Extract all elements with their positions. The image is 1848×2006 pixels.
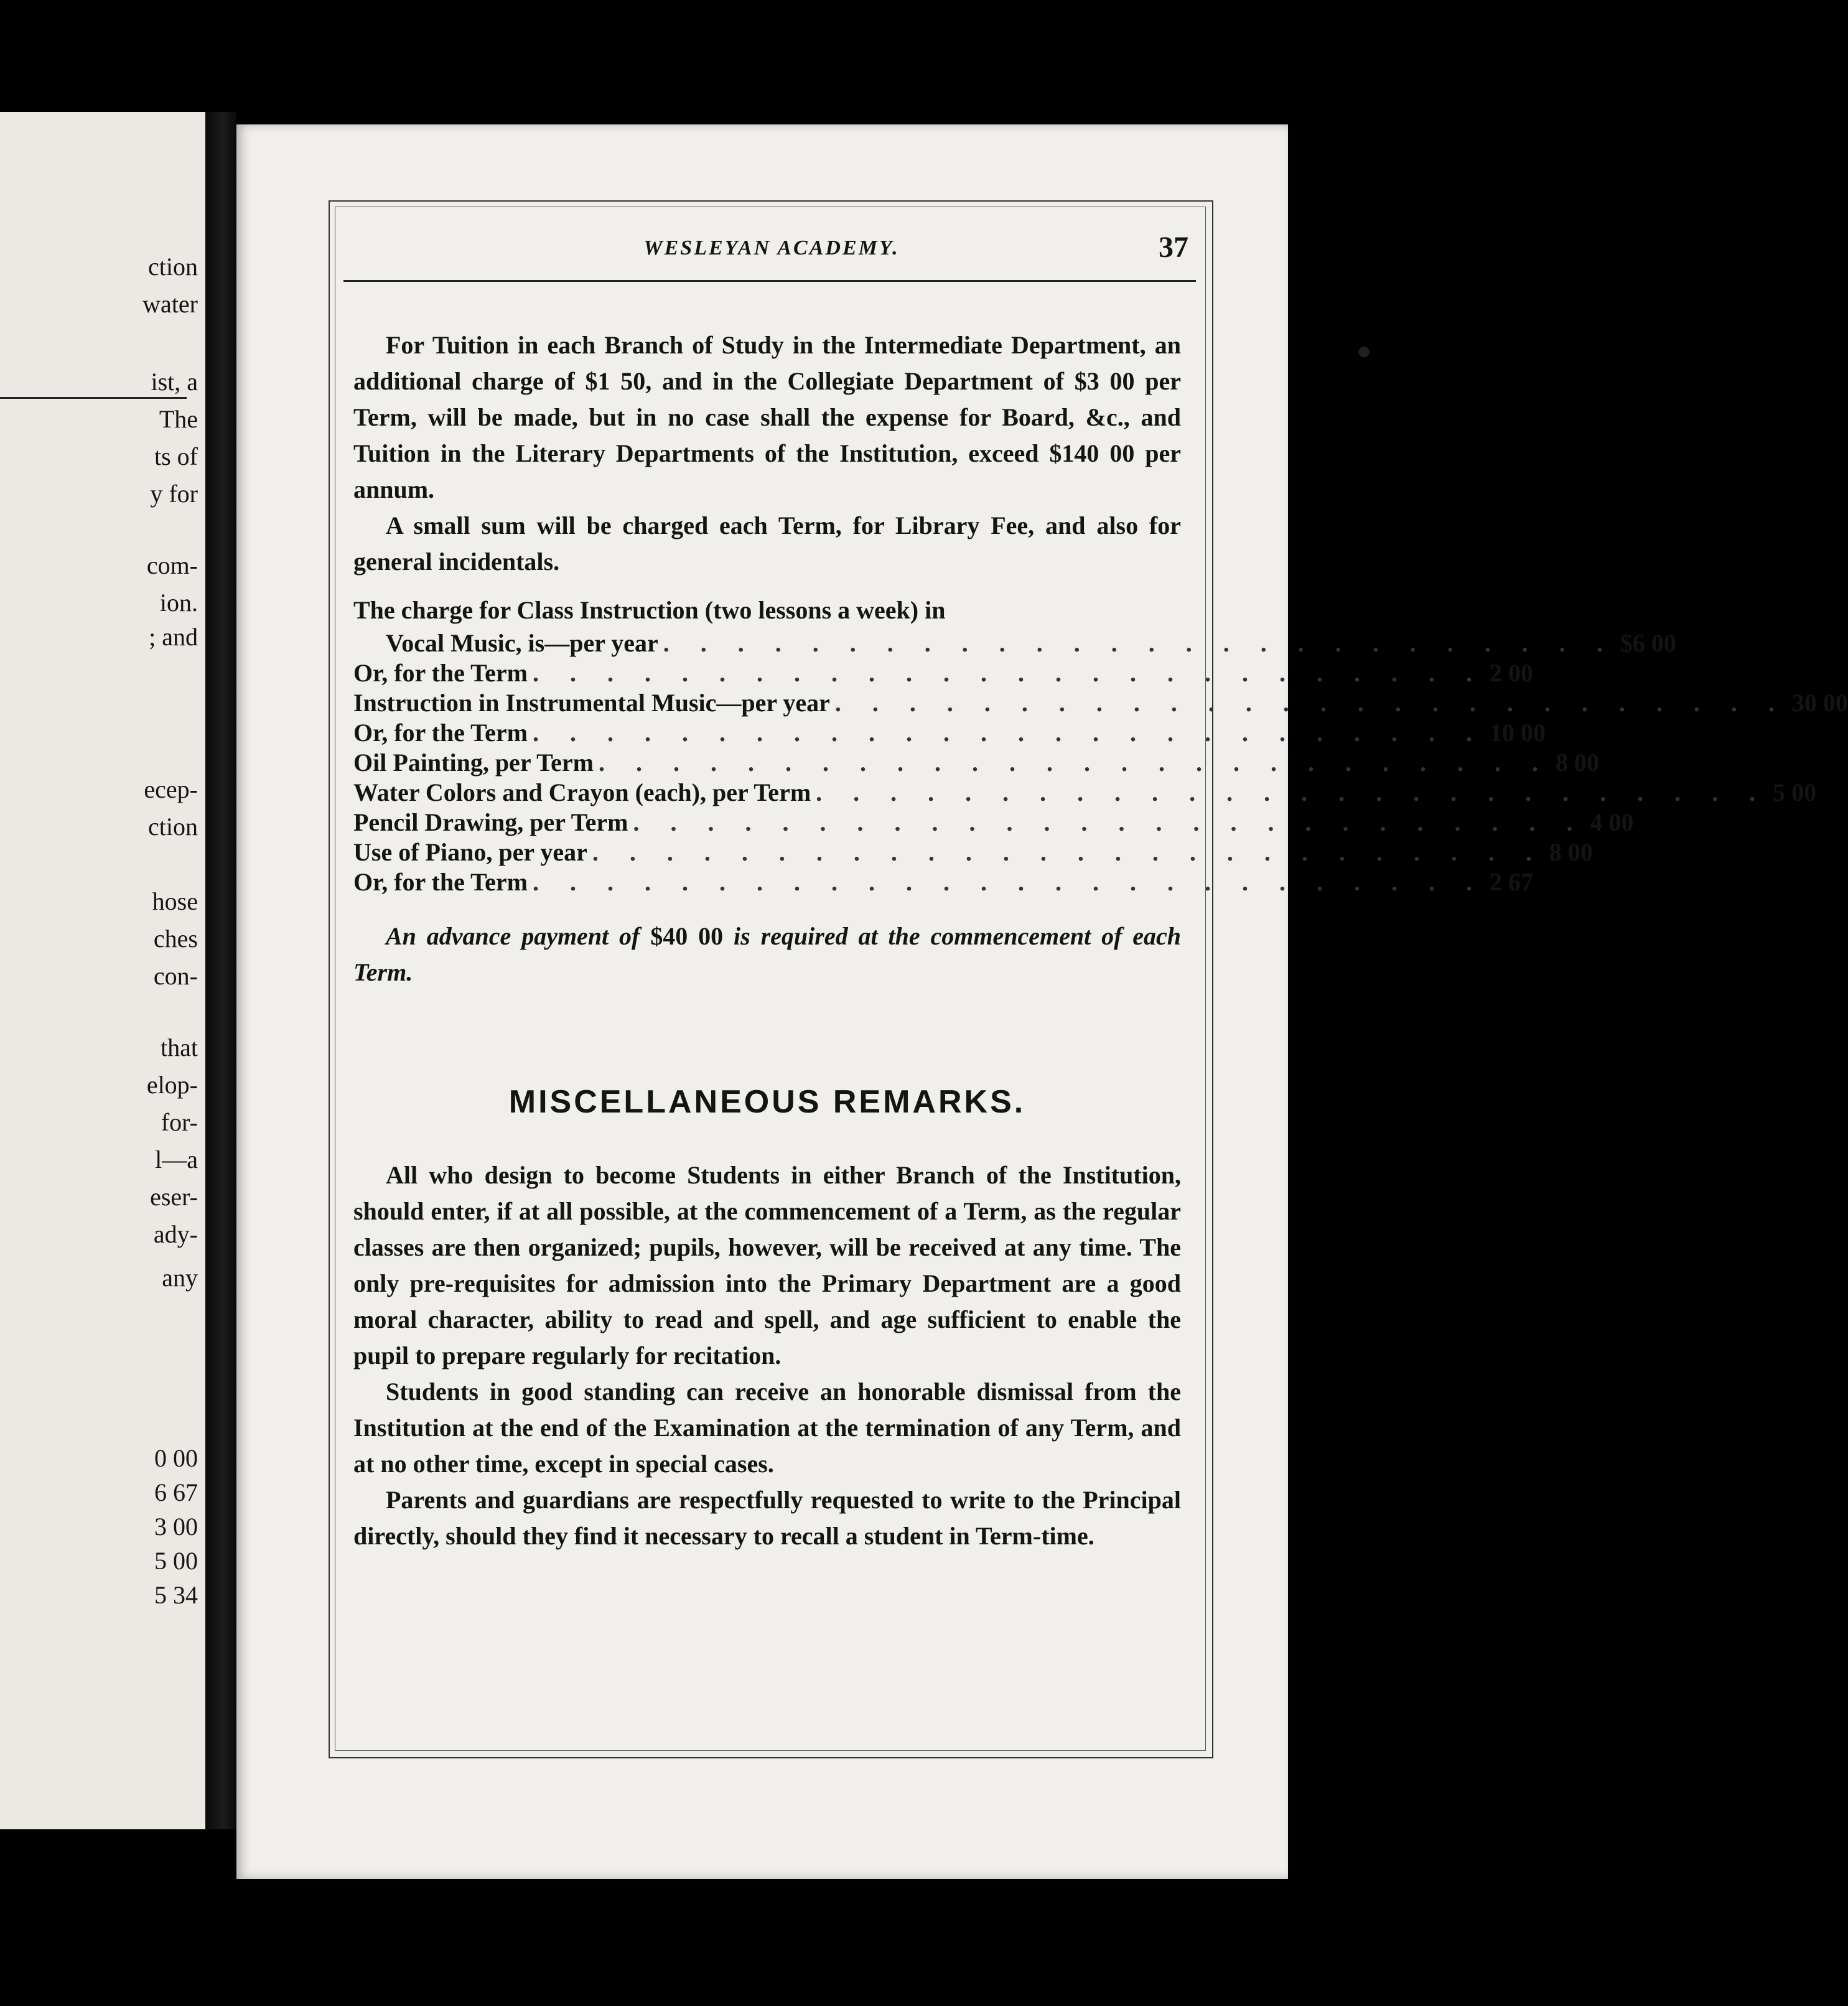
leader-dots: . . . . . . . . . . . . . . . . . . . . . . . . . . — [633, 808, 1585, 836]
fee-amount: $6 00 — [1620, 629, 1676, 657]
leader-dots: . . . . . . . . . . . . . . . . . . . . . . . . . . — [834, 689, 1787, 717]
left-page-fragment: that — [161, 1033, 198, 1061]
advance-text-b: is required at the commencement of each Term. — [353, 922, 1182, 986]
left-page-fragment: y for — [150, 480, 198, 508]
left-page-fragment: ction — [148, 253, 198, 281]
fee-amount: 30 00 — [1791, 689, 1848, 717]
fee-schedule — [353, 592, 1848, 897]
fee-label: Water Colors and Crayon (each), per Term — [353, 778, 811, 806]
left-facing-page — [0, 112, 205, 1829]
fee-amount: 10 00 — [1489, 719, 1546, 747]
leader-dots: . . . . . . . . . . . . . . . . . . . . . . . . . . — [598, 749, 1551, 777]
fee-row — [353, 778, 1817, 808]
left-page-fragment: ady- — [153, 1220, 198, 1248]
left-page-fragment: 6 67 — [154, 1478, 198, 1506]
page-body — [353, 327, 1848, 1554]
fee-row — [353, 658, 1533, 688]
advance-text-a: An advance payment of — [386, 922, 640, 950]
fee-label: Use of Piano, per year — [353, 838, 587, 866]
running-title: WESLEYAN ACADEMY. — [643, 236, 900, 259]
fee-label: Pencil Drawing, per Term — [353, 808, 628, 836]
left-page-fragment: l—a — [155, 1145, 198, 1173]
left-page-fragment: any — [162, 1264, 198, 1292]
fee-row — [353, 837, 1593, 867]
fee-label: Or, for the Term — [353, 659, 528, 687]
left-page-fragment: 0 00 — [154, 1444, 198, 1472]
fee-amount: 5 00 — [1773, 778, 1817, 806]
fee-row — [353, 628, 1676, 658]
left-page-fragment: The — [159, 405, 198, 433]
main-page — [236, 124, 1848, 1879]
fee-row — [353, 808, 1634, 837]
leader-dots: . . . . . . . . . . . . . . . . . . . . . . . . . . — [816, 778, 1768, 806]
left-page-fragment: ; and — [149, 623, 198, 651]
fee-amount: 8 00 — [1555, 749, 1599, 777]
left-page-fragment: 5 00 — [154, 1547, 198, 1575]
running-header — [355, 231, 1188, 274]
dismissal-paragraph: Students in good standing can receive an honorable dismissal from the Institution at the end of the Examination at the termination of any Term, and at no other time, except in special cases. — [353, 1378, 1181, 1478]
leader-dots: . . . . . . . . . . . . . . . . . . . . . . . . . . — [592, 838, 1544, 866]
header-rule — [343, 280, 1196, 282]
left-page-fragment: ction — [148, 813, 198, 841]
left-page-fragment: elop- — [146, 1071, 198, 1099]
left-page-fragment: for- — [161, 1108, 198, 1136]
advance-payment-note — [353, 918, 1181, 991]
scan-speck: ● — [1356, 337, 1372, 365]
left-page-fragment: ist, a — [151, 368, 198, 396]
left-page-fragment: 5 34 — [154, 1581, 198, 1609]
library-fee-paragraph: A small sum will be charged each Term, for Library Fee, and also for general incidentals. — [353, 511, 1181, 576]
left-page-fragment: ts of — [154, 442, 198, 470]
fee-label: Instruction in Instrumental Music—per year — [353, 689, 830, 717]
fee-row — [353, 748, 1599, 778]
leader-dots: . . . . . . . . . . . . . . . . . . . . . . . . . . — [663, 629, 1615, 657]
fee-row — [353, 718, 1546, 748]
fee-rows — [353, 628, 1848, 897]
left-page-fragment: water — [142, 290, 198, 318]
leader-dots: . . . . . . . . . . . . . . . . . . . . . . . . . . — [532, 659, 1485, 687]
fee-row — [353, 688, 1848, 718]
book-gutter — [205, 112, 236, 1829]
left-page-fragment: ion. — [159, 589, 198, 617]
advance-amount: $40 00 — [650, 922, 724, 950]
fee-schedule-intro: The charge for Class Instruction (two lessons a week) in — [353, 596, 946, 624]
page-number: 37 — [1159, 231, 1188, 264]
fee-amount: 2 00 — [1489, 659, 1533, 687]
fee-label: Or, for the Term — [353, 868, 528, 896]
fee-amount: 8 00 — [1549, 838, 1593, 866]
leader-dots: . . . . . . . . . . . . . . . . . . . . . . . . . . — [532, 719, 1485, 747]
left-page-fragment: eser- — [150, 1183, 198, 1211]
fee-amount: 4 00 — [1590, 808, 1634, 836]
left-page-fragment: 3 00 — [154, 1513, 198, 1541]
left-page-fragment: hose — [152, 887, 198, 915]
parents-paragraph: Parents and guardians are respectfully requested to write to the Principal directly, should they find it necessary to recall a student in Term-time. — [353, 1486, 1181, 1550]
left-page-fragment: ches — [153, 925, 198, 953]
left-page-fragment: com- — [146, 551, 198, 579]
fee-label: Vocal Music, is—per year — [386, 629, 658, 657]
left-page-fragment: con- — [153, 962, 198, 990]
fee-label: Oil Painting, per Term — [353, 749, 594, 777]
leader-dots: . . . . . . . . . . . . . . . . . . . . . . . . . . — [532, 868, 1485, 896]
tuition-paragraph: For Tuition in each Branch of Study in the Intermediate Department, an additional charge of $1 50, and in the Collegiate Department of $3 00 per Term, will be made, but in no case shall the expense for Board, &c., and Tuition in the Literary Departments of the Institution, exceed $140 00 per annum. — [353, 331, 1181, 503]
left-page-header-rule — [0, 397, 187, 399]
fee-amount: 2 67 — [1489, 868, 1533, 896]
fee-label: Or, for the Term — [353, 719, 528, 747]
admission-paragraph: All who design to become Students in either Branch of the Institution, should enter, if at all possible, at the commencement of a Term, as the regular classes are then organized; pupils, however, will be received at any time. The only pre-requisites for admission into the Primary Department are a good moral character, ability to read and spell, and age sufficient to enable the pupil to prepare regularly for recitation. — [353, 1161, 1181, 1369]
section-heading: MISCELLANEOUS REMARKS. — [508, 1084, 1026, 1120]
fee-row — [353, 867, 1533, 897]
left-page-fragment: ecep- — [144, 775, 198, 803]
